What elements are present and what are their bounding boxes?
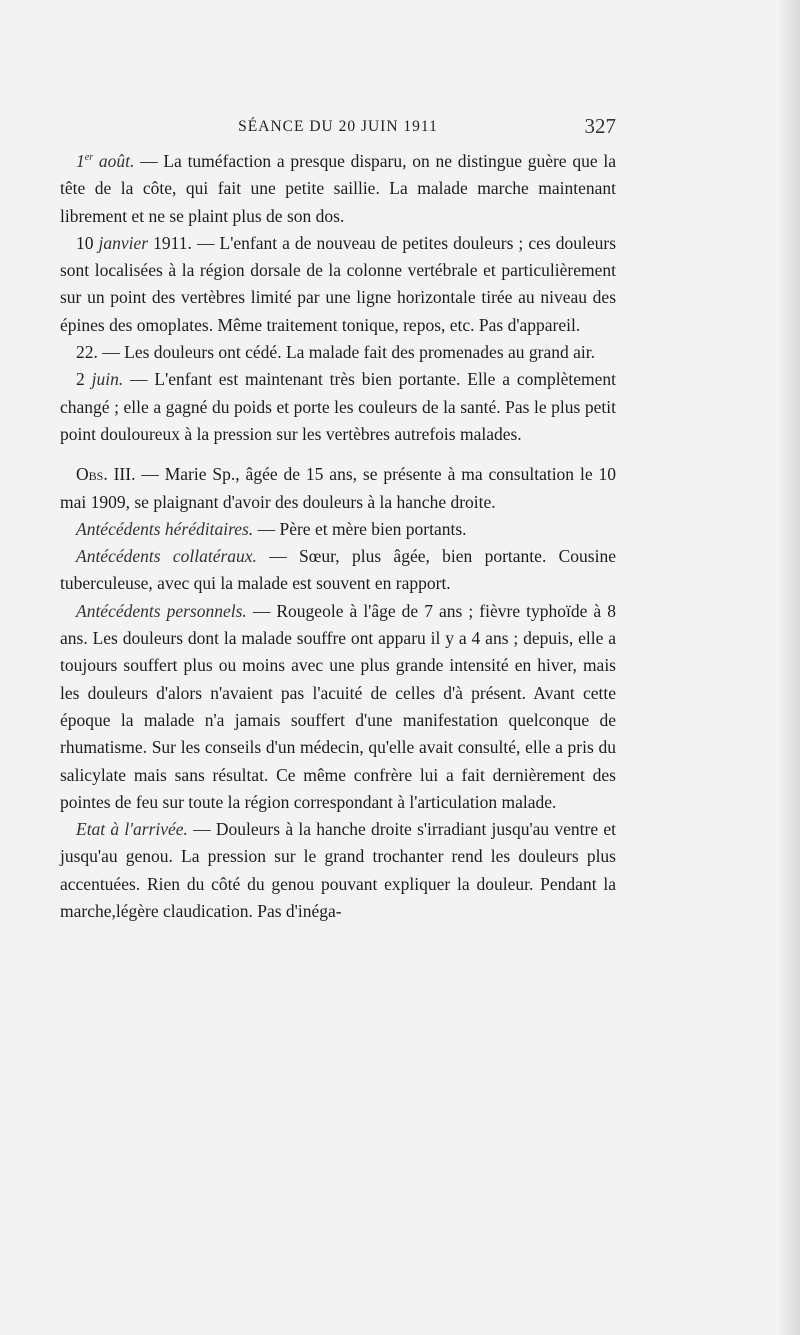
entry-text: — Les douleurs ont cédé. La malade fait des promenades au grand air. (97, 342, 595, 363)
entry-text: — L'enfant a de nouveau de petites douleurs ; ces douleurs sont localisées à la région dorsale de la colonne vertébrale et particulièrement sur un point des vertèbres limité par une ligne horizontale tirée au niveau des épines des omoplates. Même traitement tonique, repos, etc. Pas d'appareil. (60, 232, 616, 335)
section-text: — Rougeole à l'âge de 7 ans ; fièvre typhoïde à 8 ans. Les douleurs dont la malade souffre ont apparu il y a 4 ans ; depuis, elle a toujours souffert plus ou moins avec une plus grande intensité en hiver, mais les douleurs d'alors n'avaient pas l'acuité de celles d'à présent. Avant cette époque la malade n'a jamais souffert d'une manifestation quelconque de rhumatisme. Sur les conseils d'un médecin, qu'elle avait consulté, elle a pris du salicylate mais sans résultat. Ce même confrère lui a fait dernièrement des pointes de feu sur toute la région correspondant à l'articulation malade. (60, 600, 616, 812)
section-label: Etat à l'arrivée. (76, 819, 188, 840)
section-text: — Sœur, plus âgée, bien portante. Cousine tuberculeuse, avec qui la malade est souvent en rapport. (60, 546, 616, 594)
section-antecedents-personnels (60, 598, 616, 816)
section-text: — Père et mère bien portants. (253, 518, 467, 539)
section-antecedents-collateraux (60, 543, 616, 598)
section-label: Antécédents héréditaires. (76, 518, 254, 539)
entry-22 (60, 339, 616, 366)
section-label: Antécédents personnels. (76, 600, 247, 621)
page-body (60, 148, 616, 925)
observation-paragraph (60, 461, 616, 516)
entry-text: — La tuméfaction a presque disparu, on ne distingue guère que la tête de la côte, qui fait une petite saillie. La malade marche maintenant librement et ne se plaint plus de son dos. (60, 151, 616, 226)
entry-janvier: 10 janvier 1911. — L'enfant a de nouveau de petites douleurs ; ces douleurs sont localisées à la région dorsale de la colonne vertébrale et particulièrement sur un point des vertèbres limité par une ligne horizontale tirée au niveau des épines des omoplates. Même traitement tonique, repos, etc. Pas d'appareil. (60, 232, 616, 335)
entry-date: 22. (76, 342, 98, 363)
section-text: — Douleurs à la hanche droite s'irradiant jusqu'au ventre et jusqu'au genou. La pression sur le grand trochanter rend les douleurs plus accentuées. Rien du côté du genou pouvant expliquer la douleur. Pendant la marche,légère claudication. Pas d'inéga- (60, 819, 616, 922)
page-header (60, 116, 616, 146)
entry-date: 1er août. (76, 151, 135, 171)
observation-label: Obs. III. (76, 464, 136, 485)
entry-aout (60, 148, 616, 230)
section-label: Antécédents collatéraux. (76, 546, 257, 567)
page-number: 327 (584, 114, 616, 138)
observation-text: — Marie Sp., âgée de 15 ans, se présente à ma consultation le 10 mai 1909, se plaignant d'avoir des douleurs à la hanche droite. (60, 464, 616, 512)
running-head: SÉANCE DU 20 JUIN 1911 (238, 118, 438, 135)
section-antecedents-hereditaires (60, 516, 616, 543)
page-edge-shadow (778, 0, 800, 1335)
entry-juin: 2 juin. — L'enfant est maintenant très bien portante. Elle a complètement changé ; elle a gagné du poids et porte les couleurs de la santé. Pas le plus petit point douloureux à la pression sur les vertèbres autrefois malades. (60, 369, 616, 444)
entry-text: — L'enfant est maintenant très bien portante. Elle a complètement changé ; elle a gagné du poids et porte les couleurs de la santé. Pas le plus petit point douloureux à la pression sur les vertèbres autrefois malades. (60, 369, 616, 444)
entry-date: janvier (98, 232, 149, 253)
section-etat-arrivee (60, 816, 616, 925)
entry-date: juin. (91, 369, 124, 390)
